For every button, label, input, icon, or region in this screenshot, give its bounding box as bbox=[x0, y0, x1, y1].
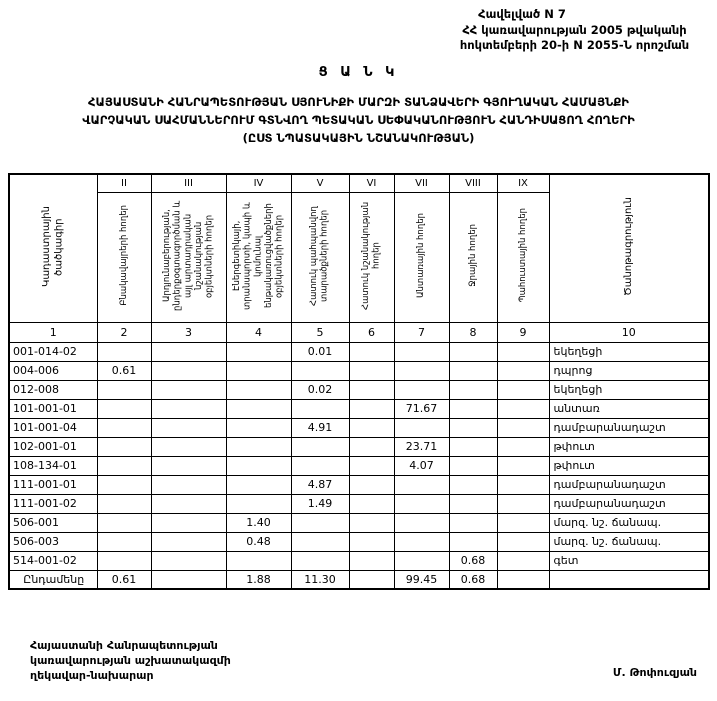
value-cell: 0.01 bbox=[291, 342, 349, 361]
value-cell bbox=[291, 437, 349, 456]
document-title: Ց Ա Ն Կ bbox=[318, 65, 399, 80]
roman-numeral: VII bbox=[394, 174, 449, 192]
category-header: Ջրային հողեր bbox=[467, 224, 478, 287]
value-cell bbox=[97, 342, 151, 361]
value-cell bbox=[349, 342, 394, 361]
column-number: 4 bbox=[226, 322, 291, 342]
category-header-cell bbox=[151, 192, 226, 322]
value-cell bbox=[394, 475, 449, 494]
cadastral-code-cell: 001-014-02 bbox=[9, 342, 97, 361]
category-header: Պահուստային հողեր bbox=[517, 208, 528, 303]
value-cell: 1.40 bbox=[226, 513, 291, 532]
signature-line-2: կառավարության աշխատակազմի bbox=[30, 654, 231, 667]
category-header: Հատուկ պահպանվող տարածքների հողեր bbox=[309, 205, 330, 306]
category-header: Անտառային հողեր bbox=[416, 213, 427, 298]
roman-numeral: VIII bbox=[449, 174, 497, 192]
note-cell: դպրոց bbox=[549, 361, 709, 380]
cadastral-code-header-cell bbox=[9, 174, 97, 322]
table-row bbox=[9, 551, 709, 570]
value-cell bbox=[449, 475, 497, 494]
value-cell bbox=[497, 418, 549, 437]
cadastral-code-cell: 004-006 bbox=[9, 361, 97, 380]
value-cell bbox=[449, 532, 497, 551]
value-cell bbox=[226, 551, 291, 570]
cadastral-code-cell: 111-001-02 bbox=[9, 494, 97, 513]
table-row bbox=[9, 361, 709, 380]
value-cell bbox=[449, 342, 497, 361]
value-cell bbox=[349, 399, 394, 418]
value-cell bbox=[497, 475, 549, 494]
note-header-cell bbox=[549, 174, 709, 322]
value-cell bbox=[97, 380, 151, 399]
total-value-cell: 99.45 bbox=[394, 570, 449, 589]
annex-number: Հավելված N 7 bbox=[478, 7, 566, 21]
value-cell bbox=[349, 551, 394, 570]
value-cell bbox=[497, 532, 549, 551]
document-subtitle bbox=[0, 93, 717, 147]
subtitle-line-1: ՀԱՅԱՍՏԱՆԻ ՀԱՆՐԱՊԵՏՈՒԹՅԱՆ ՍՅՈՒՆԻՔԻ ՄԱՐԶԻ ՏԱՆՁԱՎԵՐԻ ԳՅՈՒՂԱԿԱՆ ՀԱՄԱՅՆՔԻ bbox=[88, 95, 629, 109]
value-cell bbox=[226, 380, 291, 399]
value-cell bbox=[349, 437, 394, 456]
note-cell: թփուտ bbox=[549, 456, 709, 475]
roman-numeral: V bbox=[291, 174, 349, 192]
cadastral-code-cell: 108-134-01 bbox=[9, 456, 97, 475]
value-cell: 0.02 bbox=[291, 380, 349, 399]
value-cell bbox=[291, 513, 349, 532]
value-cell bbox=[291, 532, 349, 551]
table-row bbox=[9, 418, 709, 437]
cadastral-code-cell: 506-001 bbox=[9, 513, 97, 532]
column-number-row bbox=[9, 322, 709, 342]
value-cell bbox=[151, 532, 226, 551]
note-cell: գետ bbox=[549, 551, 709, 570]
table-row bbox=[9, 494, 709, 513]
table-row bbox=[9, 456, 709, 475]
value-cell bbox=[151, 399, 226, 418]
value-cell bbox=[97, 513, 151, 532]
cadastral-code-cell: 012-008 bbox=[9, 380, 97, 399]
column-number: 8 bbox=[449, 322, 497, 342]
value-cell bbox=[497, 399, 549, 418]
note-cell: դամբարանադաշտ bbox=[549, 418, 709, 437]
value-cell bbox=[349, 513, 394, 532]
note-cell: դամբարանադաշտ bbox=[549, 494, 709, 513]
category-header-cell bbox=[449, 192, 497, 322]
cadastral-code-cell: 514-001-02 bbox=[9, 551, 97, 570]
value-cell: 4.87 bbox=[291, 475, 349, 494]
value-cell: 1.49 bbox=[291, 494, 349, 513]
table-body bbox=[9, 342, 709, 570]
annex-government-line: ՀՀ կառավարության 2005 թվականի bbox=[462, 22, 687, 37]
value-cell bbox=[97, 494, 151, 513]
value-cell bbox=[394, 551, 449, 570]
annex-decision-line: հոկտեմբերի 20-ի N 2055-Ն որոշման bbox=[459, 38, 690, 53]
total-value-cell bbox=[497, 570, 549, 589]
value-cell bbox=[226, 418, 291, 437]
value-cell bbox=[291, 361, 349, 380]
value-cell bbox=[226, 475, 291, 494]
value-cell bbox=[497, 361, 549, 380]
column-number: 7 bbox=[394, 322, 449, 342]
category-header: Բնակավայրերի հողեր bbox=[118, 205, 129, 306]
value-cell bbox=[449, 380, 497, 399]
subtitle-line-2: ՎԱՐՉԱԿԱՆ ՍԱՀՄԱՆՆԵՐՈՒՄ ԳՏՆՎՈՂ ՊԵՏԱԿԱՆ ՍԵՓԱԿԱՆՈՒԹՅՈՒՆ ՀԱՆԴԻՍԱՑՈՂ ՀՈՂԵՐԻ bbox=[82, 113, 635, 127]
total-row bbox=[9, 570, 709, 589]
value-cell bbox=[97, 437, 151, 456]
value-cell bbox=[497, 513, 549, 532]
value-cell bbox=[291, 456, 349, 475]
value-cell bbox=[349, 475, 394, 494]
value-cell bbox=[226, 361, 291, 380]
value-cell bbox=[349, 456, 394, 475]
table-row bbox=[9, 342, 709, 361]
value-cell bbox=[151, 513, 226, 532]
note-cell: անտառ bbox=[549, 399, 709, 418]
value-cell bbox=[497, 551, 549, 570]
subtitle-line-3: (ԸՍՏ ՆՊԱՏԱԿԱՅԻՆ ՆՇԱՆԱԿՈՒԹՅԱՆ) bbox=[242, 131, 475, 145]
roman-numeral-row bbox=[9, 174, 709, 192]
roman-numeral: IV bbox=[226, 174, 291, 192]
value-cell bbox=[449, 399, 497, 418]
category-header: Արդյունաբերության, ընդերքօգտագործման և այլ արտադրական նշանակության օբյեկտների հողեր bbox=[161, 200, 215, 311]
cadastral-code-cell: 111-001-01 bbox=[9, 475, 97, 494]
category-header-cell bbox=[394, 192, 449, 322]
value-cell bbox=[226, 437, 291, 456]
value-cell bbox=[226, 399, 291, 418]
cadastral-code-cell: 101-001-01 bbox=[9, 399, 97, 418]
value-cell bbox=[394, 380, 449, 399]
value-cell bbox=[151, 456, 226, 475]
value-cell bbox=[226, 456, 291, 475]
value-cell bbox=[151, 418, 226, 437]
note-cell: մարզ. նշ. ճանապ. bbox=[549, 513, 709, 532]
value-cell: 0.61 bbox=[97, 361, 151, 380]
value-cell bbox=[449, 494, 497, 513]
note-cell: դամբարանադաշտ bbox=[549, 475, 709, 494]
value-cell bbox=[291, 399, 349, 418]
value-cell: 0.68 bbox=[449, 551, 497, 570]
column-number: 5 bbox=[291, 322, 349, 342]
note-cell: մարզ. նշ. ճանապ. bbox=[549, 532, 709, 551]
value-cell bbox=[349, 418, 394, 437]
value-cell bbox=[151, 361, 226, 380]
total-value-cell: 0.61 bbox=[97, 570, 151, 589]
value-cell bbox=[449, 418, 497, 437]
signature-line-1: Հայաստանի Հանրապետության bbox=[30, 639, 218, 652]
value-cell: 4.07 bbox=[394, 456, 449, 475]
value-cell bbox=[349, 532, 394, 551]
total-note-cell bbox=[549, 570, 709, 589]
value-cell bbox=[97, 475, 151, 494]
category-header: Էներգետիկայի, տրանսպորտի, կապի և կոմունալ ենթակառուցվածքների օբյեկտների հողեր bbox=[231, 201, 285, 310]
value-cell bbox=[497, 380, 549, 399]
value-cell bbox=[449, 437, 497, 456]
value-cell: 0.48 bbox=[226, 532, 291, 551]
value-cell bbox=[97, 551, 151, 570]
value-cell bbox=[449, 456, 497, 475]
value-cell bbox=[97, 399, 151, 418]
column-number: 9 bbox=[497, 322, 549, 342]
value-cell bbox=[394, 361, 449, 380]
value-cell bbox=[394, 513, 449, 532]
value-cell bbox=[497, 494, 549, 513]
value-cell bbox=[226, 494, 291, 513]
note-cell: եկեղեցի bbox=[549, 380, 709, 399]
value-cell bbox=[349, 380, 394, 399]
roman-numeral: III bbox=[151, 174, 226, 192]
total-value-cell bbox=[151, 570, 226, 589]
value-cell bbox=[151, 494, 226, 513]
column-number: 10 bbox=[549, 322, 709, 342]
category-header-cell bbox=[226, 192, 291, 322]
value-cell bbox=[497, 437, 549, 456]
value-cell bbox=[394, 342, 449, 361]
value-cell bbox=[151, 551, 226, 570]
table-row bbox=[9, 532, 709, 551]
value-cell bbox=[394, 418, 449, 437]
column-number: 3 bbox=[151, 322, 226, 342]
value-cell bbox=[97, 418, 151, 437]
value-cell bbox=[151, 342, 226, 361]
value-cell: 23.71 bbox=[394, 437, 449, 456]
table-row bbox=[9, 380, 709, 399]
cadastral-code-cell: 506-003 bbox=[9, 532, 97, 551]
roman-numeral: IX bbox=[497, 174, 549, 192]
value-cell bbox=[291, 551, 349, 570]
total-label-cell: Ընդամենը bbox=[9, 570, 97, 589]
roman-numeral: VI bbox=[349, 174, 394, 192]
cadastral-code-cell: 102-001-01 bbox=[9, 437, 97, 456]
category-header: Հատուկ նշանակության հողեր bbox=[360, 201, 382, 310]
note-header: Ծանոթագրություն bbox=[622, 197, 634, 297]
value-cell bbox=[497, 456, 549, 475]
table-row bbox=[9, 437, 709, 456]
cadastral-code-cell: 101-001-04 bbox=[9, 418, 97, 437]
value-cell: 71.67 bbox=[394, 399, 449, 418]
annex-reference bbox=[437, 7, 712, 54]
value-cell bbox=[349, 361, 394, 380]
total-value-cell bbox=[349, 570, 394, 589]
value-cell bbox=[226, 342, 291, 361]
total-value-cell: 0.68 bbox=[449, 570, 497, 589]
table-row bbox=[9, 513, 709, 532]
signer-name: Մ. Թոփուզյան bbox=[612, 666, 697, 679]
table-row bbox=[9, 399, 709, 418]
column-number: 2 bbox=[97, 322, 151, 342]
signature-block bbox=[30, 638, 231, 683]
signature-line-3: ղեկավար-նախարար bbox=[30, 669, 154, 682]
value-cell: 4.91 bbox=[291, 418, 349, 437]
category-header-cell bbox=[97, 192, 151, 322]
column-number: 1 bbox=[9, 322, 97, 342]
value-cell bbox=[151, 437, 226, 456]
value-cell bbox=[449, 513, 497, 532]
category-header-cell bbox=[497, 192, 549, 322]
value-cell bbox=[497, 342, 549, 361]
total-value-cell: 1.88 bbox=[226, 570, 291, 589]
value-cell bbox=[151, 380, 226, 399]
value-cell bbox=[97, 532, 151, 551]
total-value-cell: 11.30 bbox=[291, 570, 349, 589]
value-cell bbox=[151, 475, 226, 494]
value-cell bbox=[394, 494, 449, 513]
value-cell bbox=[394, 532, 449, 551]
value-cell bbox=[349, 494, 394, 513]
roman-numeral: II bbox=[97, 174, 151, 192]
category-header-cell bbox=[291, 192, 349, 322]
cadastral-code-header: Կադաստրային ծածկագիր bbox=[40, 206, 65, 288]
land-parcels-table bbox=[8, 173, 710, 590]
value-cell bbox=[97, 456, 151, 475]
table-row bbox=[9, 475, 709, 494]
value-cell bbox=[449, 361, 497, 380]
note-cell: եկեղեցի bbox=[549, 342, 709, 361]
note-cell: թփուտ bbox=[549, 437, 709, 456]
category-header-cell bbox=[349, 192, 394, 322]
column-number: 6 bbox=[349, 322, 394, 342]
